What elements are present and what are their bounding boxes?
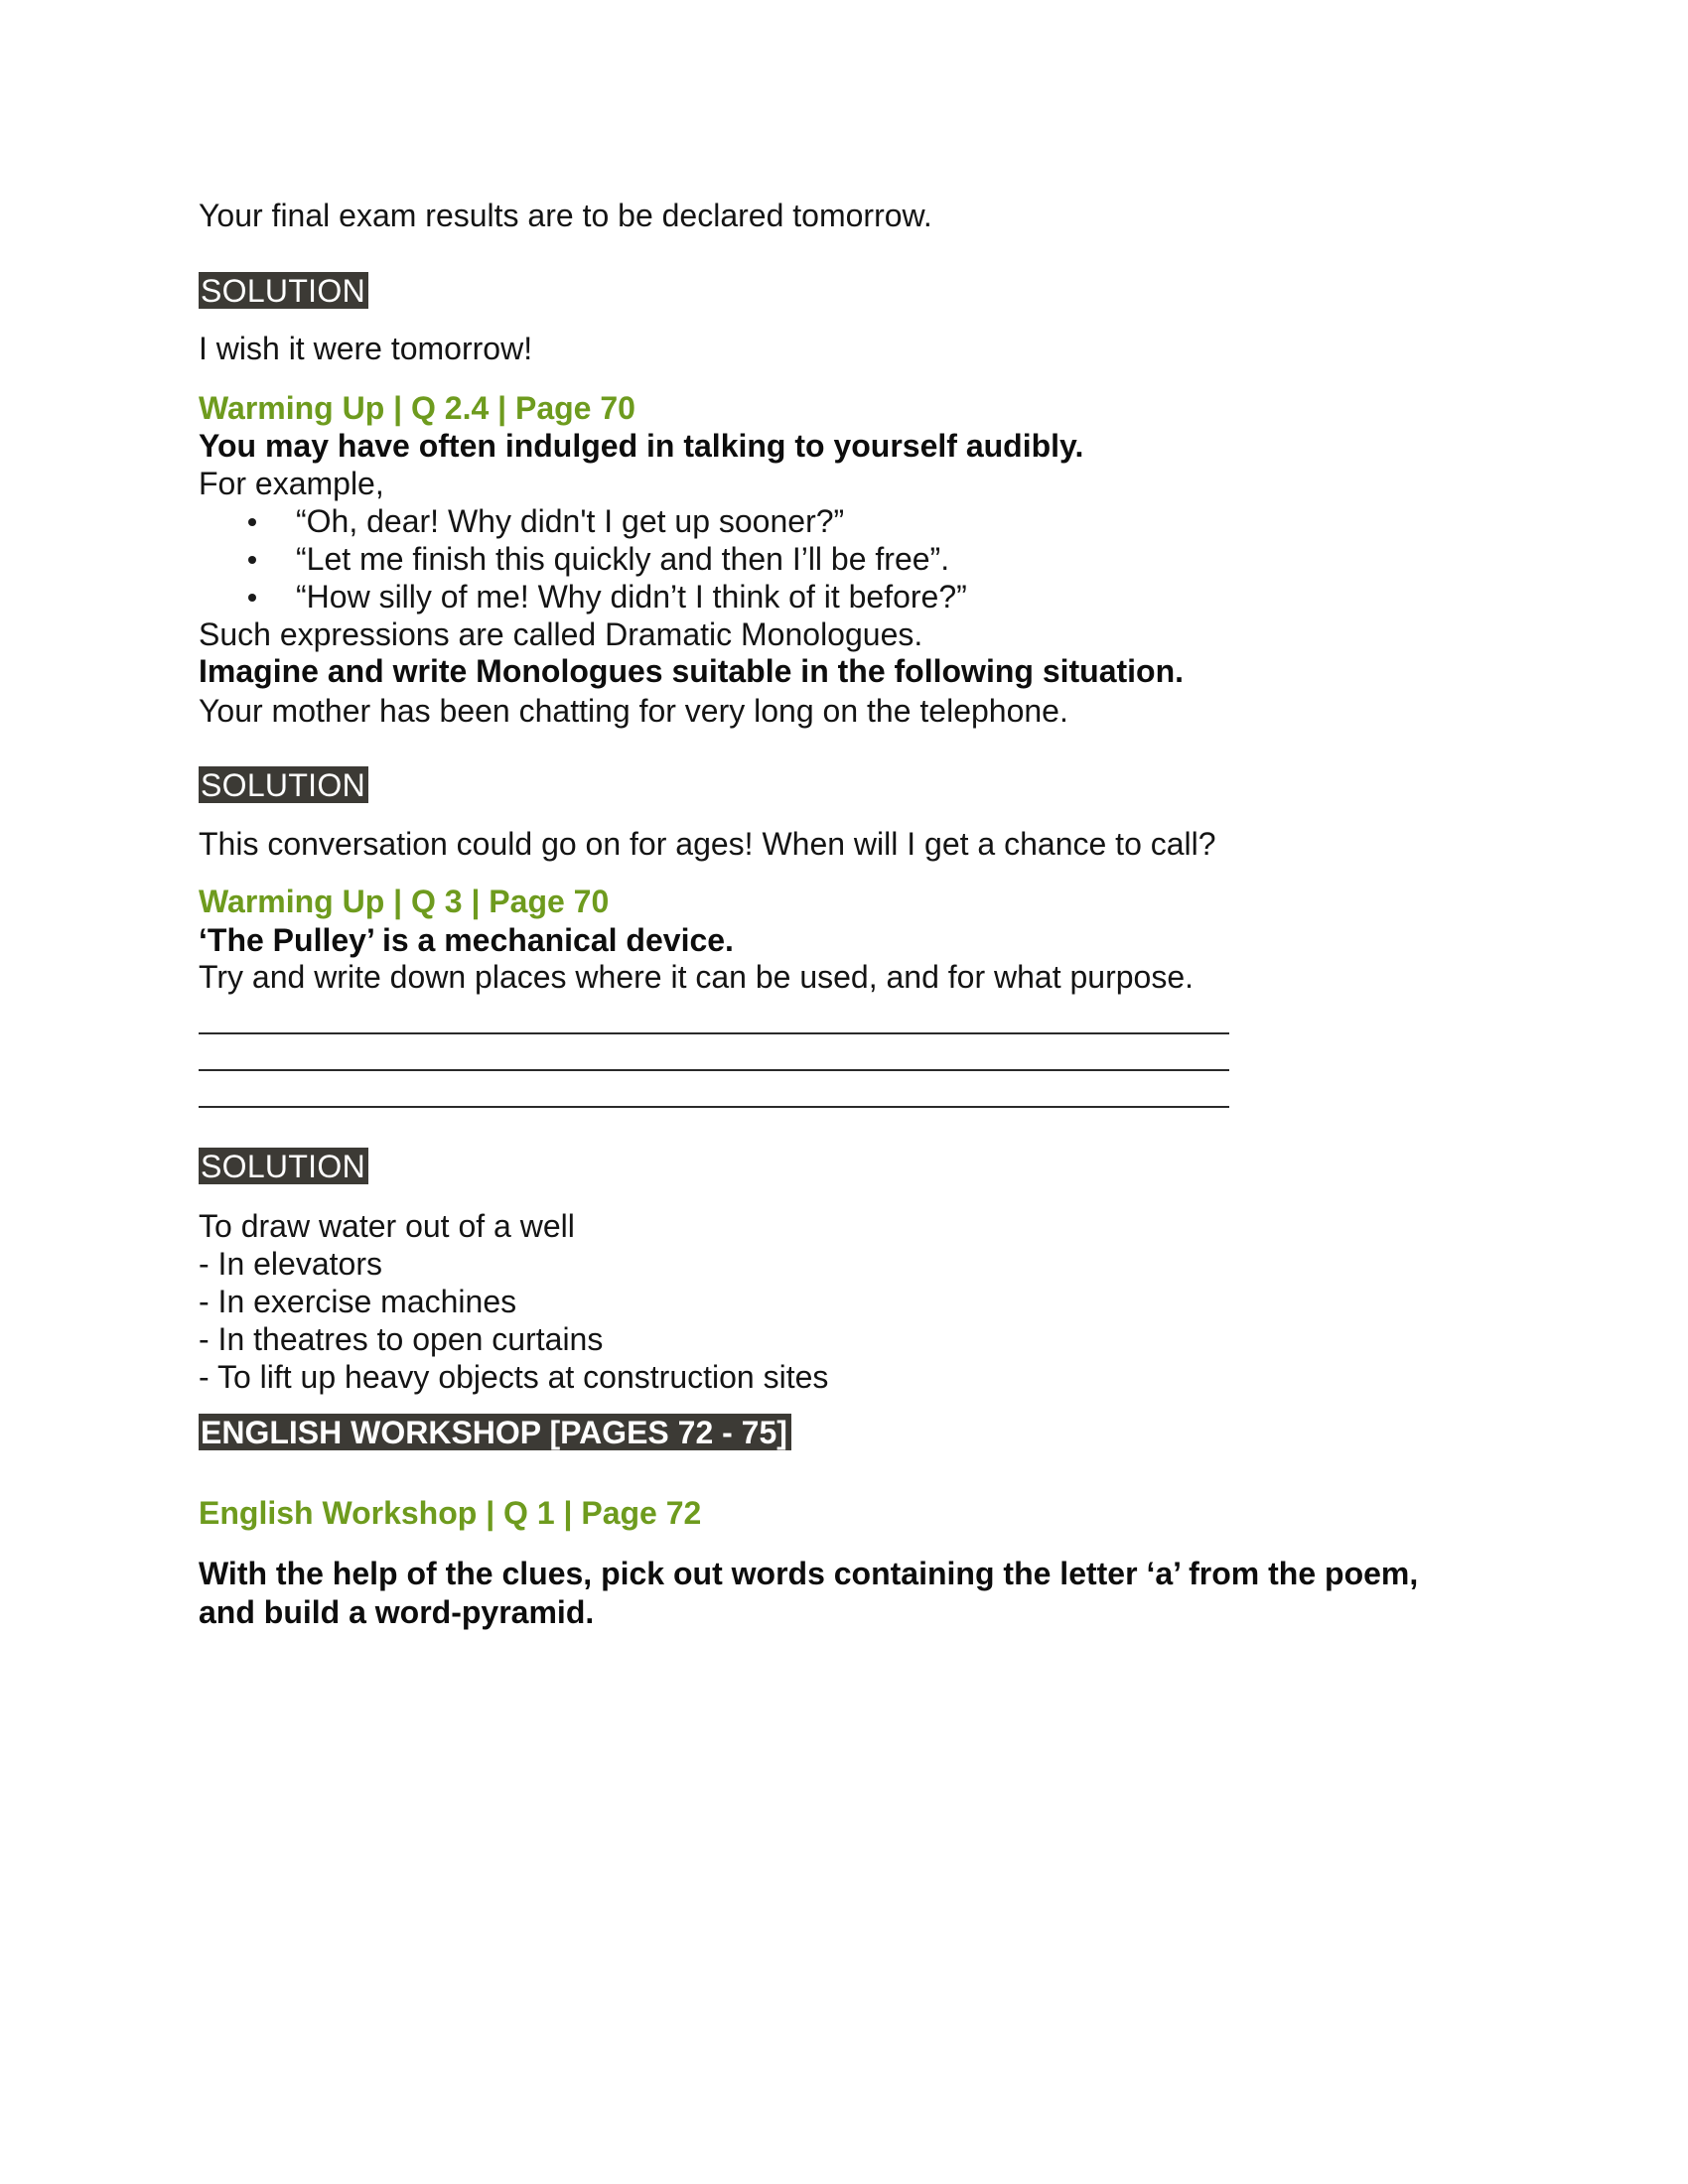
solution-badge-3	[199, 1148, 368, 1184]
list-item: - In theatres to open curtains	[199, 1321, 604, 1357]
example-intro: For example,	[199, 466, 384, 501]
solution-label: SOLUTION	[199, 1148, 368, 1184]
workshop-banner: ENGLISH WORKSHOP [PAGES 72 - 75]	[199, 1414, 791, 1450]
list-item	[199, 578, 967, 615]
monologue-note: Such expressions are called Dramatic Monologues.	[199, 616, 923, 652]
solution-text-2: This conversation could go on for ages! When will I get a chance to call?	[199, 826, 1216, 862]
list-item: - In exercise machines	[199, 1284, 517, 1319]
example-text: “Let me finish this quickly and then I’ll be free”.	[296, 541, 950, 577]
monologue-instruction: Imagine and write Monologues suitable in the following situation.	[199, 653, 1185, 689]
question-text-ew1-line2: and build a word-pyramid.	[199, 1594, 595, 1630]
list-item: To draw water out of a well	[199, 1208, 575, 1244]
example-list	[199, 502, 967, 615]
bullet-icon	[248, 594, 256, 602]
question-instruction-q3: Try and write down places where it can be used, and for what purpose.	[199, 959, 1195, 995]
intro-line: Your final exam results are to be declared tomorrow.	[199, 198, 932, 233]
solution-list-3	[199, 1207, 828, 1396]
solution-label: SOLUTION	[199, 272, 368, 309]
example-text: “Oh, dear! Why didn't I get up sooner?”	[296, 503, 845, 539]
section-banner	[199, 1414, 791, 1450]
bullet-icon	[248, 518, 256, 526]
question-heading-q2-4: Warming Up | Q 2.4 | Page 70	[199, 390, 635, 426]
monologue-situation: Your mother has been chatting for very long on the telephone.	[199, 693, 1068, 729]
answer-line	[199, 1106, 1229, 1108]
solution-badge-2	[199, 766, 368, 803]
list-item	[199, 502, 967, 540]
answer-line	[199, 1069, 1229, 1071]
question-text-q2-4: You may have often indulged in talking to yourself audibly.	[199, 428, 1084, 464]
solution-text-1: I wish it were tomorrow!	[199, 331, 533, 366]
question-heading-ew1: English Workshop | Q 1 | Page 72	[199, 1495, 702, 1531]
solution-label: SOLUTION	[199, 766, 368, 803]
example-text: “How silly of me! Why didn’t I think of it before?”	[296, 579, 967, 614]
bullet-icon	[248, 556, 256, 564]
solution-badge-1	[199, 272, 368, 309]
answer-line	[199, 1032, 1229, 1034]
list-item: - To lift up heavy objects at construction sites	[199, 1359, 829, 1395]
question-text-q3: ‘The Pulley’ is a mechanical device.	[199, 922, 734, 958]
list-item	[199, 540, 967, 578]
question-heading-q3: Warming Up | Q 3 | Page 70	[199, 884, 610, 919]
question-text-ew1-line1: With the help of the clues, pick out words containing the letter ‘a’ from the poem,	[199, 1556, 1419, 1591]
list-item: - In elevators	[199, 1246, 382, 1282]
